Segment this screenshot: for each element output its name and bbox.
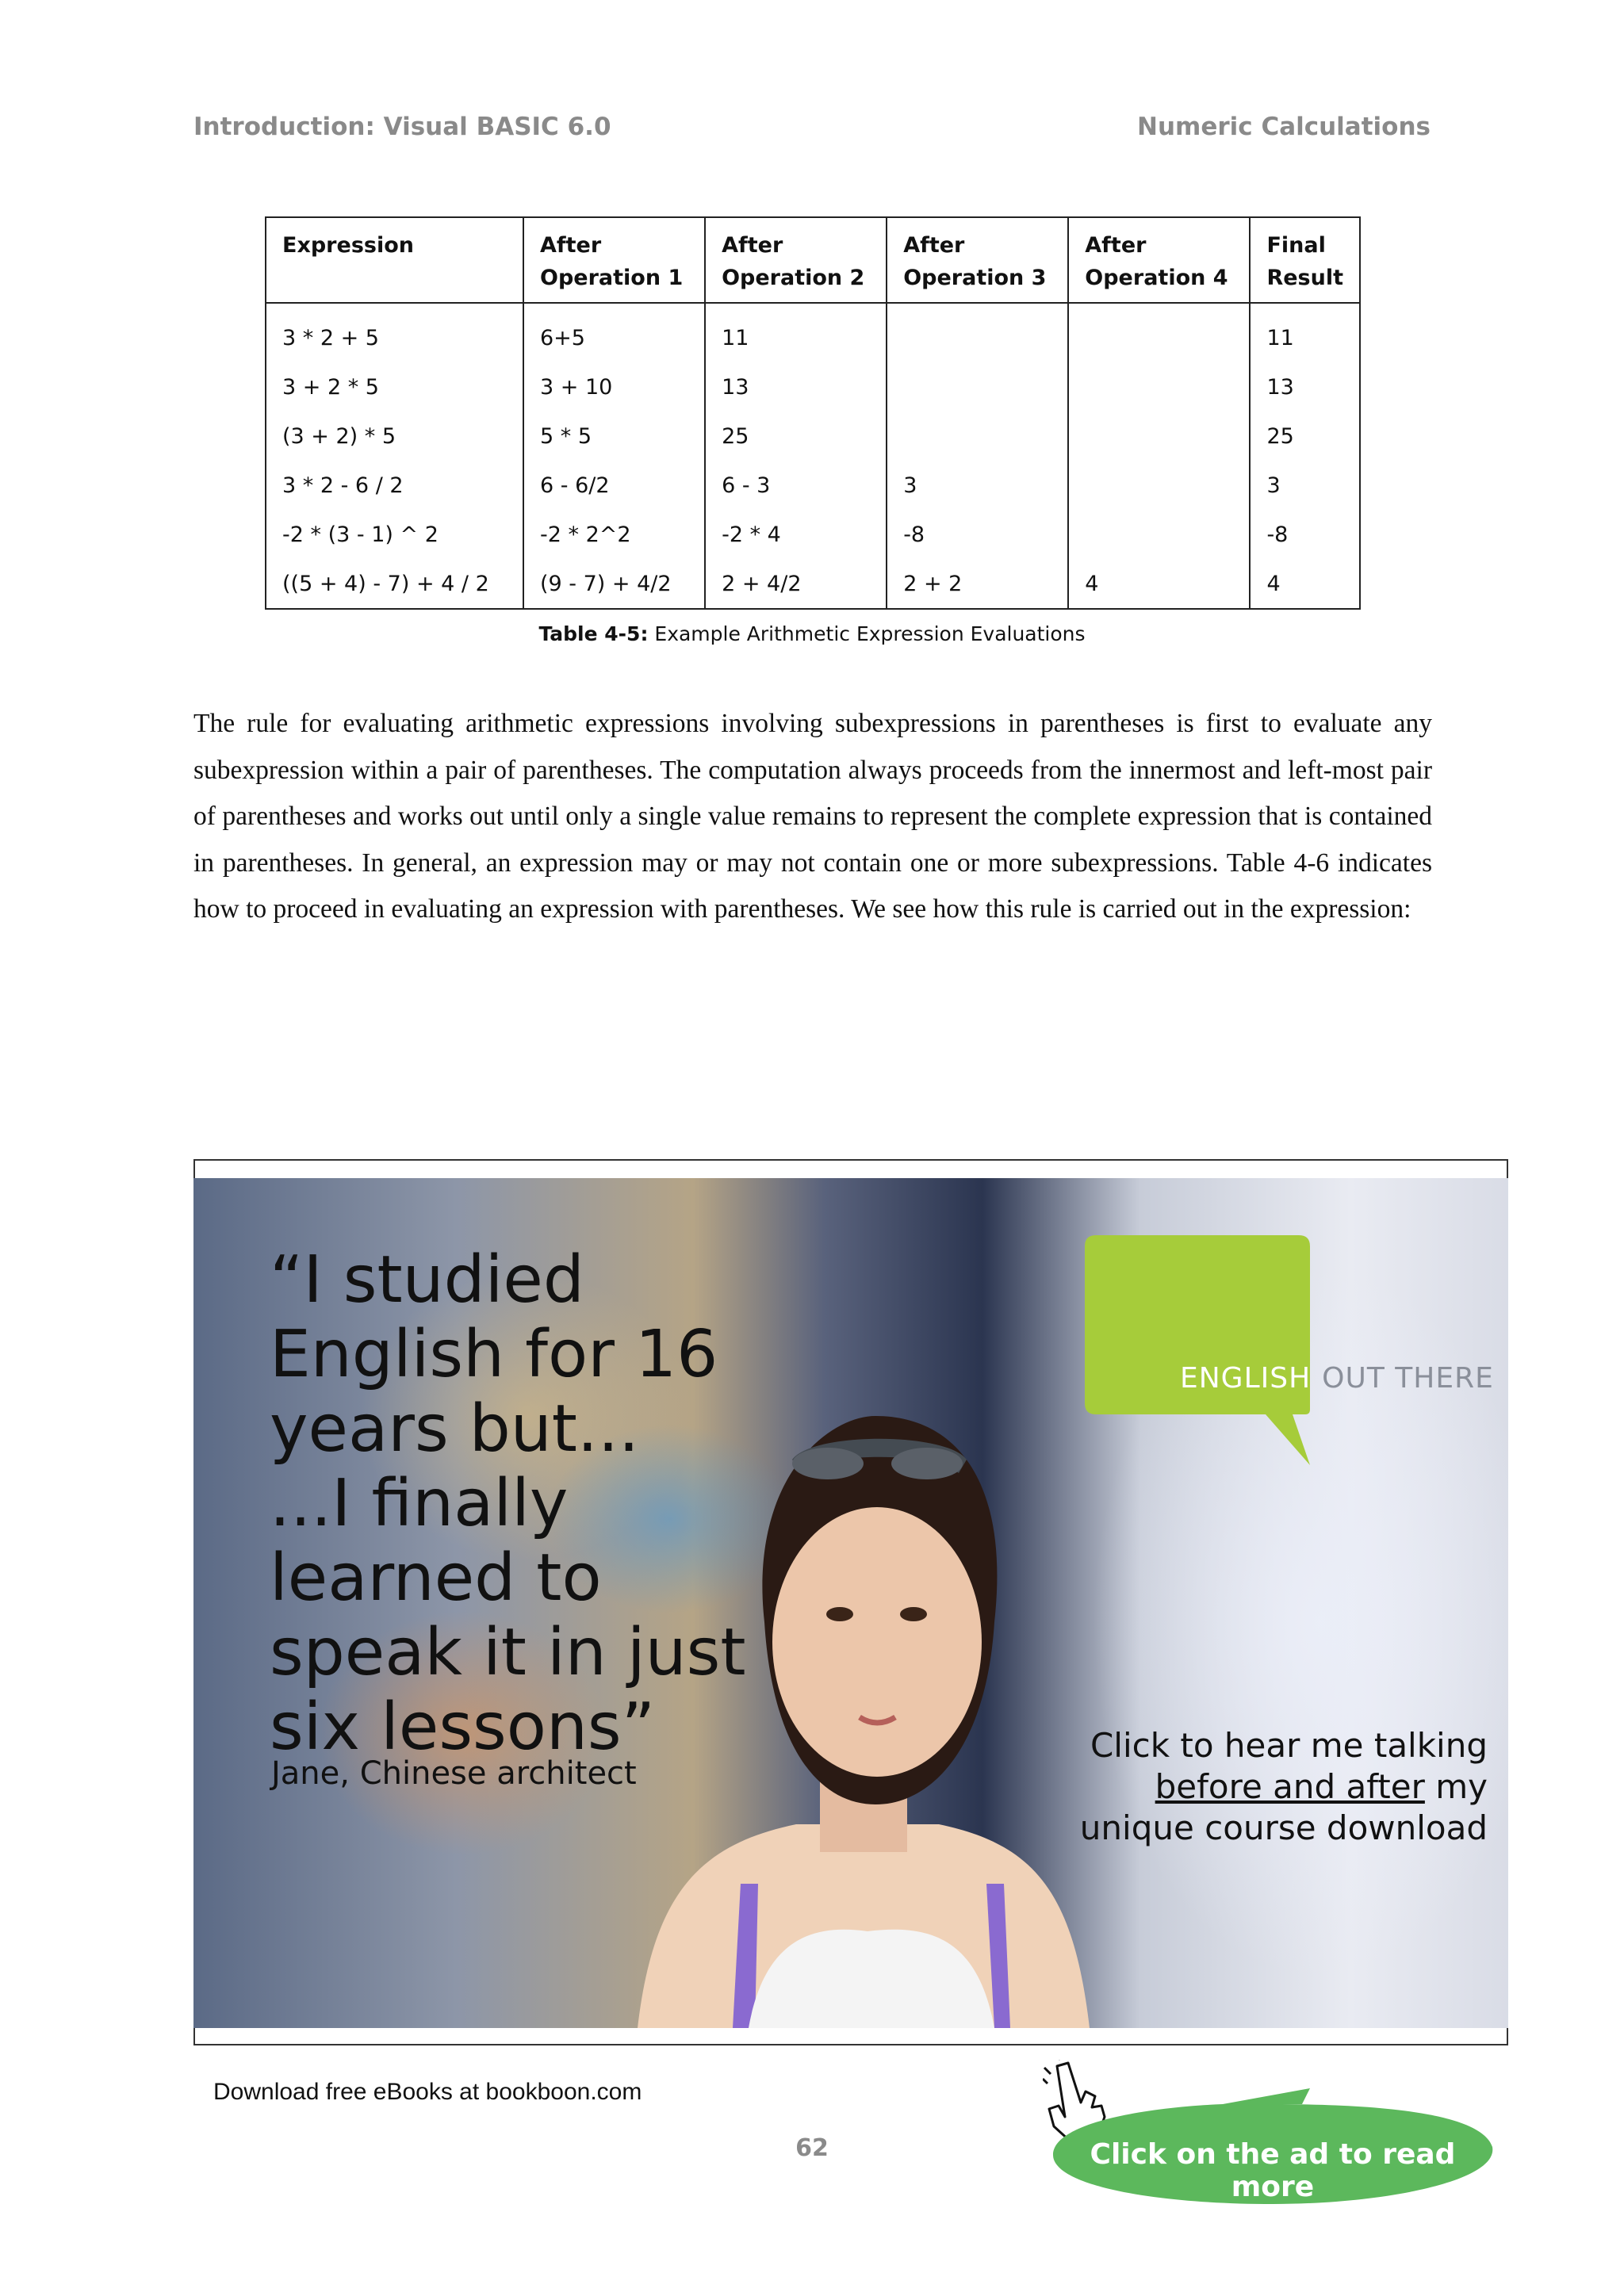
table-cell: 6+5 (523, 303, 705, 362)
col-header-result: Final Result (1250, 217, 1360, 303)
before-after-link[interactable]: before and after (1155, 1767, 1425, 1806)
table-caption (0, 622, 1624, 645)
table-cell: 6 - 3 (705, 461, 887, 510)
table-cell: 3 + 10 (523, 362, 705, 411)
table-cell: 25 (705, 411, 887, 461)
table-row (266, 303, 1360, 362)
brand-word-2: OUT THERE (1322, 1362, 1494, 1395)
table-cell: -8 (1250, 510, 1360, 559)
table-cell (1068, 411, 1250, 461)
ad-hear-text (980, 1725, 1488, 1849)
ad-quote: “I studied English for 16 years but... ...I finally learned to speak it in just six lessons” (270, 1242, 746, 1765)
table-cell: (3 + 2) * 5 (266, 411, 523, 461)
table-cell: 25 (1250, 411, 1360, 461)
running-header-left: Introduction: Visual BASIC 6.0 (193, 113, 611, 141)
table-cell: -2 * (3 - 1) ^ 2 (266, 510, 523, 559)
table-cell: 2 + 2 (887, 559, 1068, 609)
table-cell: 3 + 2 * 5 (266, 362, 523, 411)
table-row (266, 510, 1360, 559)
cta-label[interactable]: Click on the ad to read more (1090, 2138, 1456, 2203)
table-cell (1068, 362, 1250, 411)
hear-line-3: unique course download (1079, 1808, 1488, 1847)
table-cell: 2 + 4/2 (705, 559, 887, 609)
col-header-op2: After Operation 2 (705, 217, 887, 303)
brand-name (1180, 1362, 1494, 1395)
table-cell: 11 (705, 303, 887, 362)
table-cell (887, 411, 1068, 461)
table-cell (1068, 461, 1250, 510)
hear-line-1: Click to hear me talking (1090, 1726, 1488, 1765)
table-cell: 6 - 6/2 (523, 461, 705, 510)
table-cell (1068, 303, 1250, 362)
table-row (266, 461, 1360, 510)
col-header-op1: After Operation 1 (523, 217, 705, 303)
table-cell: ((5 + 4) - 7) + 4 / 2 (266, 559, 523, 609)
table-row (266, 411, 1360, 461)
speech-bubble-logo (1085, 1235, 1315, 1465)
table-cell: -2 * 4 (705, 510, 887, 559)
table-cell: -2 * 2^2 (523, 510, 705, 559)
body-paragraph: The rule for evaluating arithmetic expressions involving subexpressions in parentheses is first to evaluate any subexpression within a pair of parentheses. The computation always proceeds from the innermost and left-most pair of parentheses and works out until only a single value remains to represent the complete expression that is contained in parentheses. In general, an expression may or may not contain one or more subexpressions. Table 4-6 indicates how to proceed in evaluating an expression with parentheses. We see how this rule is carried out in the expression: (193, 709, 1432, 924)
table-cell: 13 (705, 362, 887, 411)
table-cell: 13 (1250, 362, 1360, 411)
table-cell: 5 * 5 (523, 411, 705, 461)
col-header-expression: Expression (266, 217, 523, 303)
running-header-right: Numeric Calculations (1137, 113, 1431, 141)
table-cell: 3 (887, 461, 1068, 510)
ad-author: Jane, Chinese architect (271, 1755, 637, 1792)
ad-banner[interactable] (193, 1178, 1508, 2028)
table-cell: 3 * 2 + 5 (266, 303, 523, 362)
table-cell: (9 - 7) + 4/2 (523, 559, 705, 609)
table-cell: -8 (887, 510, 1068, 559)
table-cell: 4 (1250, 559, 1360, 609)
brand-word-1: ENGLISH (1180, 1362, 1312, 1395)
page-number: 62 (795, 2134, 829, 2162)
download-link[interactable]: Download free eBooks at bookboon.com (213, 2079, 642, 2105)
hear-line-2-tail: my (1424, 1767, 1488, 1806)
col-header-op3: After Operation 3 (887, 217, 1068, 303)
col-header-op4: After Operation 4 (1068, 217, 1250, 303)
expression-table (265, 216, 1361, 610)
table-row (266, 559, 1360, 609)
table-cell (887, 362, 1068, 411)
table-cell: 11 (1250, 303, 1360, 362)
table-cell (887, 303, 1068, 362)
table-cell: 4 (1068, 559, 1250, 609)
table-row (266, 362, 1360, 411)
table-caption-label: Table 4-5: (538, 622, 649, 645)
table-header-row (266, 217, 1360, 303)
table-caption-text: Example Arithmetic Expression Evaluations (648, 622, 1086, 645)
table-cell (1068, 510, 1250, 559)
table-cell: 3 * 2 - 6 / 2 (266, 461, 523, 510)
table-cell: 3 (1250, 461, 1360, 510)
